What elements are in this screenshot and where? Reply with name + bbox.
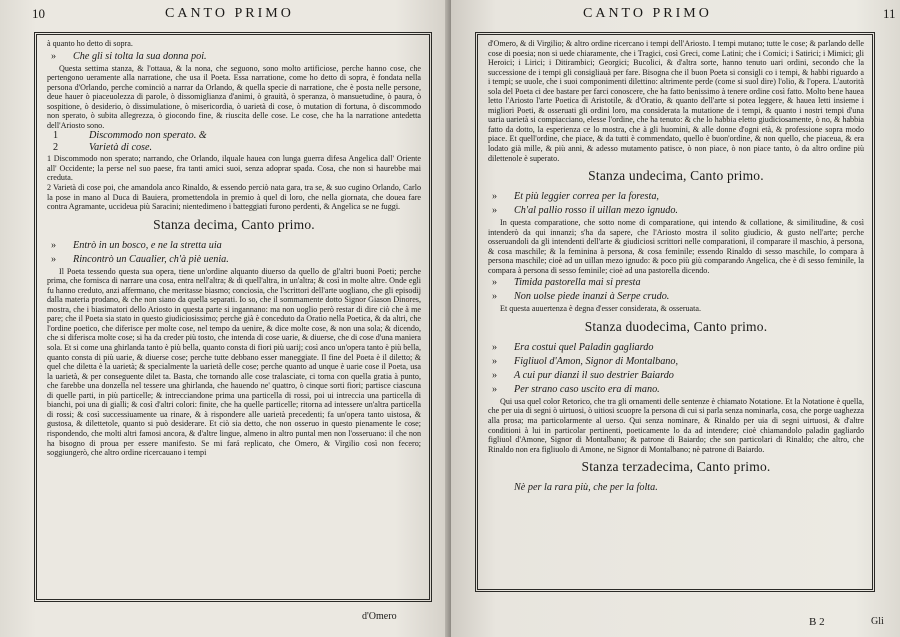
quote-mark: » [51,253,57,265]
left-page [0,0,449,637]
verse-line [492,341,864,354]
left-catchword: d'Omero [362,611,397,622]
right-text-frame [475,32,875,592]
verse-line [51,253,421,266]
verse-line [492,369,864,382]
verse-text: Per strano caso uscito era di mano. [514,383,660,395]
left-running-head: CANTO PRIMO [165,6,294,21]
verse-text: A cui pur dianzi il suo destrier Baiardo [514,369,674,381]
numbered-item [53,130,421,142]
item-number: 1 [53,130,59,142]
verse-line [51,50,421,63]
paragraph: Questa settima stanza, & l'ottaua, & la nona, che seguono, sono molto artificiose, perche hanno cose, che pertengono ueramente alla narratione, che usa il Poeta. Essa narratione, come ho detto di sopra, è fondata nella persona d'Orlando, perche cominciò a narrar da Orlando, & quella specie di narratione, che è posta nelle persone, deue hauer ò piaceuolezza di parole, ò dissomiglianza d'animi, ò grauità, ò speranza, ò mansuetudine, ò paura, ò sospitione, ò desiderio, ò dissimulatione, ò misericordia, ò uarietà di cose, ò mutation di fortuna, ò discommodo non sperato, ò subita allegrezza, ò giocondo fine, & riuscita delle cose. Le cose, che ha la narratione antedetta dell'Ariosto sono. [47,63,421,130]
item-text: Varietà di cose. [89,142,153,154]
paragraph: à quanto ho detto di sopra. [47,39,133,48]
quote-mark: » [492,369,498,381]
quote-mark: » [492,291,498,303]
item-text: Discommodo non sperato. & [89,130,207,142]
verse-line [492,355,864,368]
verse-text: Nè per la rara più, che per la folta. [514,482,658,494]
verse-line [492,383,864,396]
stanza-heading: Stanza decima, Canto primo. [153,216,315,232]
verse-text: Rincontrò un Caualier, ch'à piè uenia. [73,253,229,265]
stanza-heading: Stanza duodecima, Canto primo. [584,318,768,334]
verse-line [492,276,864,289]
verse-line [492,190,864,203]
right-text-body [488,39,864,495]
paragraph: In questa comparatione, che sotto nome di comparatione, qui intendo & collatione, & similitudine, & così intenderò da qui innanzi; s'ha da sapere, che l'Ariosto mostra il solito giudicio, & gusto nell'arte; perche osseruandoli da gli intendenti dell'arte & giudiciosi scrittori nelle comparationi, il comparare il maschio, à persona, & cosa maschile; & la feminina à persona, & cosa feminile; essendo Rinaldo di sesso maschile, lo compara à persona maschile; cioè ad un uillan mezo ignudo: & poco più giù comparando Angelica, che è di sesso feminile, la compara à persona di sesso feminile; cioè ad una pastorella dicendo. [488,218,864,275]
left-text-frame [34,32,432,602]
verse-text: Era costui quel Paladin gagliardo [514,341,654,353]
verse-line [492,481,864,494]
verse-text: Non uolse piede inanzi à Serpe crudo. [514,291,670,303]
verse-text: Ch'al pallio rosso il uillan mezo ignudo. [514,205,678,217]
stanza-heading: Stanza terzadecima, Canto primo. [581,459,771,475]
quote-mark: » [492,205,498,217]
verse-text: Entrò in un bosco, e ne la stretta uia [73,239,222,251]
left-page-number: 10 [32,6,45,21]
right-running-head: CANTO PRIMO [583,6,712,21]
verse-text: Timida pastorella mai si presta [514,277,641,289]
quote-mark: » [492,277,498,289]
quote-mark: » [492,355,498,367]
paragraph: Qui usa quel color Retorico, che tra gli ornamenti delle sentenze è chiamato Notatione. Et la Notatione è quella, che per uia di segni ò uirtuosi, ò uitiosi scuopre la persona di cui si parla senza nominarla, cosa, che porge uaghezza alla prosa; ma particolarmente al uerso. Qui senza nominare, & Rinaldo per uia di segni uirtuosi, & d'altre conditioni à lui in particolar pertinenti, poeticamente lo da ad intendere; cioè chiamandolo paladin gagliardo figliuol d'Amone, Signor di Montalbano; & patrone di Baiardo; che son particolari di Rinaldo; che altro, che Rinaldo non era figliuolo di Amone, ne Signor di Montalbano; nè patrone di Baiardo. [488,396,864,454]
right-page [451,0,900,637]
verse-text: Et più leggier correa per la foresta, [514,191,659,203]
verse-text: Figliuol d'Amon, Signor di Montalbano, [514,355,679,367]
quote-mark: » [492,383,498,395]
right-signature-mark: B 2 [809,616,825,628]
verse-line [51,239,421,252]
right-catchword: Gli [871,616,884,627]
numbered-item [53,142,421,154]
verse-line [492,290,864,303]
left-text-body [47,39,421,458]
quote-mark: » [492,341,498,353]
verse-line [492,204,864,217]
quote-mark: » [492,191,498,203]
paragraph: 2 Varietà di cose poi, che amandola anco Rinaldo, & essendo perciò nata gara, tra se, & suo cugino Orlando, Carlo la pose in mano al Duca di Bauiera, promettendola in premio à quel di loro, che nella giornata, che douea fare contra Agramante, uccideua più Saracini; nientedimeno i batteggiati furono perdenti, & Angelica se ne fuggi. [47,183,421,212]
quote-mark: » [51,50,57,62]
paragraph: Il Poeta tessendo questa sua opera, tiene un'ordine alquanto diuerso da quello de gl'altri buoni Poeti; perche prima, che fornisca di narrare una cosa, entra nell'altra; & di quell'altra, in un'altra; & così in molte altre. Onde egli fu hanno creduto, anzi affermano, che meritasse biasmo; conciosia, che l'scrittori dell'arte uogliano, che gli episodij dalla materia prodano, & che non siano da quella separati. Io so, che il sommamente dotto Signor Giason Dinores, mostra, che i biasimatori dello Ariosto in questa parte si ingannano: ma non uoglio però restar di dire ciò che à me pare; che il Poeta sia stato in questo giudiciosissimo; perche già è conceduto da Oratio nella Poetica, & da altri, che l'ordine poetico, che diferisce per molte cose, nel tempo da uenire, & dice molte cose, & non una sola; & dicendo, che si diferisca molte cose; si ha da creder più tosto, che intenda di cose uarie, & diuerse, che di cose d'una maniera sola. Et si come una ghirlanda tanto è più bella, quanto consta di fiori più uarij; così anco un'opera tanto è più bella, quanto consta di più uarie, & diuerse cose; perche tutte debbano esser maneggiate. Il fine del Poeta è il diletto; & quel che diletta è la uarietà; & specialmente la uarietà delle cose; perche quanto ad unque è uarie cose il Poeta, usa la uarietà, & per conseguente dilet ta. Basta, che tornando alle cose tralasciate, ci torna con quella gratia à punto, che farebbe una donzella nel tessere una ghirlanda, che hauendo ne' quattro, ò cinque sorti fiori; partisce ciascuna di quelle parti, in più particelle; & intrecciandone prima una particella di rossi, poi ui intreccia una particella di bianchi, poi una di gialli; & così d'altri colori: finite, che ha quelle particelle; ritorna ad intessere un'altra particella di rossi; & così successiuamente ua rinare, & à rispondere alle uarietà precedenti; fa un'opera tanto uistosa, & gustosa, & dilettetole, quanto si può desiderare. Et ciò sia detto, che non osseruo in questo pienamente le cose; rispondendo, che molti altri famosi ancora, & d'altre lingue, almeno in altro puntal men non l'osseruano: il che non ha bisogno di proua per essere manifesto. Se mi fará replicato, che Omero, & Virgilio così non fecero; soggiungerò, che altro ordine ricercauano i tempi [47,266,421,458]
verse-text: Che gli si tolta la sua donna poi. [73,50,207,62]
paragraph: d'Omero, & di Virgilio; & altro ordine ricercano i tempi dell'Ariosto. I tempi mutano; tutte le cose; & parlando delle cose di poesia; non si uede chiaramente, che i Tragici, così Greci, come Latini; che i Comici; i Satirici; i Mimici; gli Heroici; i Lirici; i Ditirambici; Georgici; Bucolici, & d'altra sorte, hanno tenuto uari ordini, secondo che la successione de i tempi gli consigliauà per fare. Bisogna che il buon Poeta si consigli co i tempi, & habbi riguardo a i tempi; se uuole, che i suoi componimenti dilettino: altrimente perde (come si suol dire) l'olio, & l'opera. L'autorità sola del Poeta ci dee bastare per farci conoscere, che ha fatto benissimo à tenere ordine così fatto. Molto bene hauea letto l'Ariosto l'arte Poetica di Aristotile, & d'Oratio, & quanto dell'arte si potea leggere, & hauea letti insieme i migliori Poeti, & osseruati gli ordini loro, ma considerata la mutatione de i tempi, & quanto i nostri tempi d'una uaria uarietà si compiacciano, elesse l'ordine, che ha tenuto: & che lo habbia eletto giudiciosamente, ò no, & habbia fatto da dotto, la esperienza ce lo mostra, che à gli huomini, & alle donne d'ogni età, & professione sopra modo piace. Et quell'ordine, che piace, & da tutti è commendato, quello è buon'ordine, & non quello, che piaceua, & era lodato già mille, & più anni, & adesso mutamento patisce, ò non piace, ò non piace tanto, ò da altro ordine più dilettenole è superato. [488,39,864,163]
paragraph: 1 Discommodo non sperato; narrando, che Orlando, ilquale hauea con lunga guerra difesa Angelica dall' Oriente all' Occidente; la perse nel suo paese, fra tanti amici suoi, senza adoprar spada. Cosa, che non si haurebbe mai creduta. [47,154,421,183]
right-page-number: 11 [883,6,896,21]
item-number: 2 [53,142,59,154]
paragraph: Et questa auuertenza è degna d'esser considerata, & osseruata. [500,304,702,314]
quote-mark: » [51,239,57,251]
stanza-heading: Stanza undecima, Canto primo. [588,168,764,184]
